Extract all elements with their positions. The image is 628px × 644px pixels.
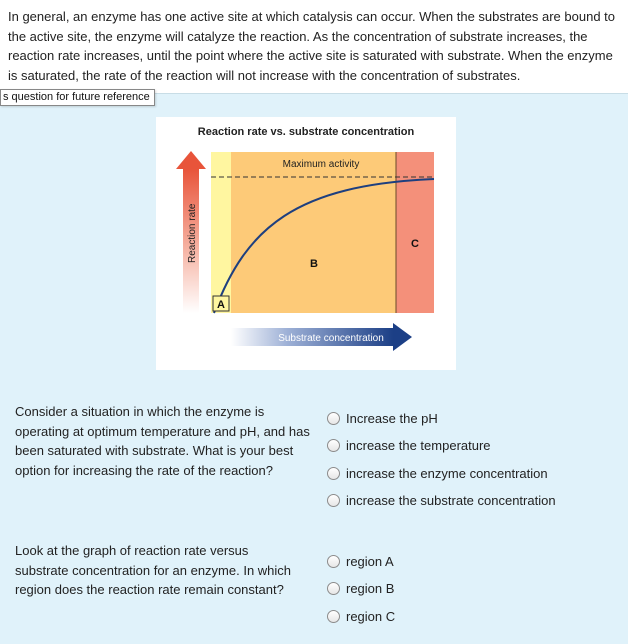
option-label: increase the temperature [346, 438, 491, 453]
region-a-label: A [217, 299, 225, 311]
q2-option-region-b[interactable] [327, 581, 394, 596]
option-label: increase the enzyme concentration [346, 466, 548, 481]
option-label: region B [346, 581, 395, 596]
radio-button[interactable] [327, 610, 340, 623]
maximum-activity-label: Maximum activity [282, 159, 360, 170]
option-label: Increase the pH [346, 411, 438, 426]
y-arrow-head [176, 151, 206, 169]
q1-option-increase-ph[interactable] [327, 411, 438, 426]
x-arrow-head [393, 323, 412, 351]
region-c-label: C [411, 238, 419, 250]
radio-button[interactable] [327, 555, 340, 568]
option-label: region C [346, 609, 396, 624]
reaction-rate-diagram [156, 117, 456, 370]
q1-option-increase-substrate[interactable] [327, 493, 556, 508]
option-label: increase the substrate concentration [346, 493, 556, 508]
question-2-text: Look at the graph of reaction rate versus substrate concentration for an enzyme. In which region does the reaction rate remain constant? [15, 543, 292, 597]
radio-button[interactable] [327, 439, 340, 452]
region-b-label: B [310, 258, 318, 270]
region-a-band [211, 152, 231, 313]
q1-option-increase-temperature[interactable] [327, 438, 491, 453]
radio-button[interactable] [327, 412, 340, 425]
reaction-rate-figure [156, 117, 456, 370]
region-b-band [231, 152, 396, 313]
q2-option-region-a[interactable] [327, 554, 394, 569]
bookmark-tooltip[interactable]: s question for future reference [0, 89, 155, 106]
radio-button[interactable] [327, 494, 340, 507]
figure-title: Reaction rate vs. substrate concentration [197, 126, 415, 138]
q2-option-region-c[interactable] [327, 609, 395, 624]
q1-option-increase-enzyme[interactable] [327, 466, 548, 481]
radio-button[interactable] [327, 467, 340, 480]
y-axis-label: Reaction rate [187, 203, 198, 263]
question-1-text: Consider a situation in which the enzyme is operating at optimum temperature and pH, and has been saturated with substrate. What is your best option for increasing the rate of the reaction? [15, 404, 310, 478]
region-c-band [396, 152, 434, 313]
option-label: region A [346, 554, 394, 569]
radio-button[interactable] [327, 582, 340, 595]
x-axis-label: Substrate concentration [278, 333, 384, 344]
intro-paragraph: In general, an enzyme has one active site at which catalysis can occur. When the substrates are bound to the active site, the enzyme will catalyze the reaction. As the concentration of substrate increases, the reaction rate increases, until the point where the active site is saturated with substrate. When the enzyme is saturated, the rate of the reaction will not increase with the concentration of substrates. [0, 0, 628, 94]
